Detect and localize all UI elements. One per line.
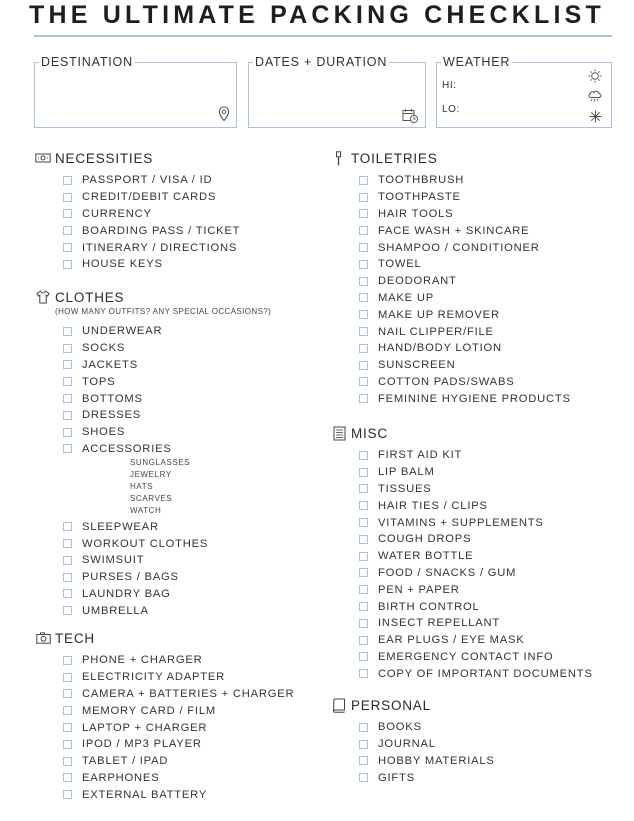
checkbox[interactable] <box>359 344 368 353</box>
section-misc <box>331 424 593 682</box>
checklist-item-label: WORKOUT CLOTHES <box>82 537 209 550</box>
checklist-item-label: HOUSE KEYS <box>82 258 163 271</box>
checklist-item-label: BOARDING PASS / TICKET <box>82 224 241 237</box>
checklist-item-label: BIRTH CONTROL <box>378 600 480 613</box>
checkbox[interactable] <box>359 773 368 782</box>
checklist-item <box>331 481 593 498</box>
section-title: MISC <box>351 425 388 441</box>
checkbox[interactable] <box>359 193 368 202</box>
checklist-item-label: FEMININE HYGIENE PRODUCTS <box>378 392 571 405</box>
checklist-item <box>331 172 571 189</box>
checkbox[interactable] <box>63 606 72 615</box>
checkbox[interactable] <box>63 589 72 598</box>
checklist-item-label: HOBBY MATERIALS <box>378 754 495 767</box>
checklist-item-label: HAND/BODY LOTION <box>378 342 502 355</box>
checklist-item-label: SLEEPWEAR <box>82 520 159 533</box>
checklist-item <box>331 497 593 514</box>
checklist-item-label: EARPHONES <box>82 771 160 784</box>
checkbox[interactable] <box>63 790 72 799</box>
checklist-item-label: TOWEL <box>378 258 422 271</box>
checkbox[interactable] <box>63 740 72 749</box>
checklist-item <box>331 598 593 615</box>
checklist-item-label: INSECT REPELLANT <box>378 617 501 630</box>
checklist-item <box>35 669 294 686</box>
checkbox[interactable] <box>63 723 72 732</box>
checklist-item-label: COPY OF IMPORTANT DOCUMENTS <box>378 667 593 680</box>
checklist-item <box>35 357 271 374</box>
checkbox[interactable] <box>63 260 72 269</box>
checkbox[interactable] <box>63 757 72 766</box>
checklist-item <box>35 256 240 273</box>
checklist-item-label: VITAMINS + SUPPLEMENTS <box>378 516 544 529</box>
checklist <box>331 719 495 786</box>
checklist-item-label: HAIR TIES / CLIPS <box>378 499 488 512</box>
checkbox[interactable] <box>63 428 72 437</box>
checkbox[interactable] <box>359 468 368 477</box>
checkbox[interactable] <box>63 539 72 548</box>
checkbox[interactable] <box>63 176 72 185</box>
checklist-item-label: EAR PLUGS / EYE MASK <box>378 634 525 647</box>
checkbox[interactable] <box>63 394 72 403</box>
checklist-item-label: GIFTS <box>378 771 415 784</box>
dates-duration-box[interactable] <box>248 55 426 128</box>
section-personal <box>331 696 495 786</box>
section-clothes <box>35 288 271 619</box>
checklist-item <box>331 222 571 239</box>
checklist-item-label: NAIL CLIPPER/FILE <box>378 325 494 338</box>
checklist-item <box>331 306 571 323</box>
accessory-subitem: HATS <box>130 482 154 492</box>
checklist-item <box>35 239 240 256</box>
section-necessities <box>35 149 240 273</box>
checkbox[interactable] <box>63 522 72 531</box>
checklist-item <box>331 323 571 340</box>
checklist-item <box>35 323 271 340</box>
checkbox[interactable] <box>63 193 72 202</box>
checklist-item-label: CAMERA + BATTERIES + CHARGER <box>82 687 295 700</box>
checklist-item <box>35 340 271 357</box>
checklist-item <box>331 189 571 206</box>
checkbox[interactable] <box>359 484 368 493</box>
sun-icon <box>588 69 602 83</box>
checkbox[interactable] <box>359 361 368 370</box>
checkbox[interactable] <box>359 310 368 319</box>
checkbox[interactable] <box>359 209 368 218</box>
checklist-item <box>35 189 240 206</box>
destination-label: DESTINATION <box>41 55 133 69</box>
checkbox[interactable] <box>359 652 368 661</box>
checklist-item-label: PASSPORT / VISA / ID <box>82 174 213 187</box>
checklist-item-label: UMBRELLA <box>82 604 149 617</box>
checklist-item <box>35 586 271 603</box>
accessory-subitem: SCARVES <box>130 494 173 504</box>
checkbox[interactable] <box>359 585 368 594</box>
checkbox[interactable] <box>63 689 72 698</box>
checklist-item-label: LAPTOP + CHARGER <box>82 721 208 734</box>
checkbox[interactable] <box>359 602 368 611</box>
rain-cloud-icon <box>587 89 603 103</box>
checklist-item-label: SOCKS <box>82 342 126 355</box>
checklist-item <box>35 206 240 223</box>
checkbox[interactable] <box>359 740 368 749</box>
checkbox[interactable] <box>359 619 368 628</box>
checklist-item <box>331 565 593 582</box>
checkbox[interactable] <box>63 243 72 252</box>
checkbox[interactable] <box>359 501 368 510</box>
checklist-item-label: SUNSCREEN <box>378 359 456 372</box>
checklist-item <box>35 753 294 770</box>
checklist-item-label: CURRENCY <box>82 207 152 220</box>
checklist-item <box>331 290 571 307</box>
checklist <box>331 447 593 682</box>
checkbox[interactable] <box>359 243 368 252</box>
checklist-item-label: PHONE + CHARGER <box>82 654 203 667</box>
checklist-item-label: JACKETS <box>82 358 138 371</box>
checklist-item-label: UNDERWEAR <box>82 325 163 338</box>
checkbox[interactable] <box>359 535 368 544</box>
toothbrush-icon <box>331 150 347 166</box>
checklist-item <box>331 665 593 682</box>
checkbox[interactable] <box>359 377 368 386</box>
checkbox[interactable] <box>359 260 368 269</box>
checklist-item-label: IPOD / MP3 PLAYER <box>82 738 202 751</box>
checkbox[interactable] <box>63 573 72 582</box>
checklist-item-label: ITINERARY / DIRECTIONS <box>82 241 238 254</box>
checklist-item-label: HAIR TOOLS <box>378 207 454 220</box>
checklist-item-label: FIRST AID KIT <box>378 449 463 462</box>
checklist-item <box>35 172 240 189</box>
checkbox[interactable] <box>63 209 72 218</box>
checklist-item-label: TISSUES <box>378 482 432 495</box>
checklist-item <box>35 535 271 552</box>
checklist-item-label: WATER BOTTLE <box>378 550 474 563</box>
checklist-item-label: ACCESSORIES <box>82 442 172 455</box>
section-title: CLOTHES <box>55 289 125 305</box>
checklist-item-label: MEMORY CARD / FILM <box>82 704 216 717</box>
checklist <box>331 172 571 407</box>
checklist-item <box>35 786 294 803</box>
checkbox[interactable] <box>63 673 72 682</box>
dates-duration-label: DATES + DURATION <box>255 55 388 69</box>
weather-lo-label: LO: <box>442 104 460 115</box>
checkbox[interactable] <box>359 568 368 577</box>
calendar-clock-icon <box>402 108 419 124</box>
checklist-item <box>331 514 593 531</box>
section-toiletries <box>331 149 571 407</box>
checklist-item <box>35 424 271 441</box>
checkbox[interactable] <box>359 394 368 403</box>
checkbox[interactable] <box>359 327 368 336</box>
checklist-item <box>331 632 593 649</box>
checkbox[interactable] <box>63 706 72 715</box>
checklist-item <box>331 548 593 565</box>
section-title: TECH <box>55 630 95 646</box>
weather-box[interactable] <box>436 55 612 128</box>
section-tech <box>35 629 294 803</box>
checklist-item <box>331 239 571 256</box>
checkbox[interactable] <box>359 518 368 527</box>
checklist-item <box>331 736 495 753</box>
checklist-item-label: LAUNDRY BAG <box>82 587 171 600</box>
checkbox[interactable] <box>359 293 368 302</box>
checklist-item-label: DEODORANT <box>378 275 457 288</box>
checkbox[interactable] <box>359 226 368 235</box>
checklist-item <box>331 390 571 407</box>
book-icon <box>331 697 347 713</box>
checklist-item <box>35 770 294 787</box>
checklist <box>35 652 294 803</box>
checklist-item <box>331 719 495 736</box>
checklist-item-label: ELECTRICITY ADAPTER <box>82 671 226 684</box>
checklist-item <box>35 390 271 407</box>
section-subtitle: (HOW MANY OUTFITS? ANY SPECIAL OCCASIONS?) <box>55 307 272 316</box>
checkbox[interactable] <box>63 360 72 369</box>
checklist-item-label: DRESSES <box>82 409 142 422</box>
checklist-item <box>35 719 294 736</box>
checklist-item-label: COTTON PADS/SWABS <box>378 375 515 388</box>
checklist-item-label: SWIMSUIT <box>82 554 145 567</box>
checkbox[interactable] <box>63 656 72 665</box>
checklist-item <box>331 273 571 290</box>
notepad-icon <box>331 425 347 441</box>
checkbox[interactable] <box>63 226 72 235</box>
checkbox[interactable] <box>63 444 72 453</box>
checkbox[interactable] <box>359 723 368 732</box>
checklist-item-label: BOOKS <box>378 721 422 734</box>
checklist-item-label: SHAMPOO / CONDITIONER <box>378 241 540 254</box>
checklist-item-label: SHOES <box>82 426 126 439</box>
title-divider <box>34 35 612 37</box>
checkbox[interactable] <box>359 176 368 185</box>
checklist-item-label: EMERGENCY CONTACT INFO <box>378 650 554 663</box>
checklist-item <box>331 753 495 770</box>
accessory-subitem: JEWELRY <box>130 470 172 480</box>
checklist-item-label: COUGH DROPS <box>378 533 472 546</box>
checklist-item <box>35 569 271 586</box>
checkbox[interactable] <box>63 327 72 336</box>
map-pin-icon <box>218 106 230 122</box>
checkbox[interactable] <box>359 756 368 765</box>
checkbox[interactable] <box>63 411 72 420</box>
checklist-item <box>35 602 271 619</box>
checklist-item <box>331 374 571 391</box>
checklist-item <box>331 357 571 374</box>
destination-box[interactable] <box>34 55 237 128</box>
section-title: TOILETRIES <box>351 150 438 166</box>
checklist-item-label: PEN + PAPER <box>378 583 460 596</box>
checklist-item <box>331 206 571 223</box>
checklist-item-label: BOTTOMS <box>82 392 143 405</box>
checklist-item-label: FACE WASH + SKINCARE <box>378 224 530 237</box>
page-title: THE ULTIMATE PACKING CHECKLIST <box>29 1 605 29</box>
checklist <box>35 518 271 619</box>
checklist <box>35 172 240 273</box>
checklist-item <box>35 686 294 703</box>
accessory-subitem: SUNGLASSES <box>130 458 191 468</box>
checklist-item-label: JOURNAL <box>378 738 436 751</box>
checkbox[interactable] <box>359 636 368 645</box>
checklist-item <box>331 649 593 666</box>
section-title: NECESSITIES <box>55 150 154 166</box>
checkbox[interactable] <box>63 773 72 782</box>
checklist-item-label: CREDIT/DEBIT CARDS <box>82 191 217 204</box>
checklist-item <box>331 340 571 357</box>
shirt-icon <box>35 289 51 305</box>
checklist-item-label: PURSES / BAGS <box>82 571 179 584</box>
camera-icon <box>35 630 51 646</box>
checkbox[interactable] <box>63 344 72 353</box>
checklist-item-label: TABLET / IPAD <box>82 755 169 768</box>
snowflake-icon <box>589 110 602 123</box>
checkbox[interactable] <box>359 669 368 678</box>
checkbox[interactable] <box>63 377 72 386</box>
checklist-item <box>35 373 271 390</box>
checklist-item <box>35 518 271 535</box>
checklist-item <box>35 736 294 753</box>
weather-label: WEATHER <box>443 55 511 69</box>
checklist <box>35 323 271 457</box>
checklist-item <box>35 552 271 569</box>
checklist-item <box>35 441 271 458</box>
checkbox[interactable] <box>63 556 72 565</box>
checklist-item <box>35 222 240 239</box>
checklist-item <box>35 702 294 719</box>
checklist-item <box>35 407 271 424</box>
checklist-item <box>331 581 593 598</box>
checklist-item-label: MAKE UP <box>378 291 434 304</box>
checklist-item <box>35 652 294 669</box>
checklist-item-label: LIP BALM <box>378 466 435 479</box>
accessory-subitem: WATCH <box>130 506 162 516</box>
checkbox[interactable] <box>359 277 368 286</box>
checkbox[interactable] <box>359 552 368 561</box>
checklist-item-label: FOOD / SNACKS / GUM <box>378 566 517 579</box>
checkbox[interactable] <box>359 451 368 460</box>
checklist-item <box>331 256 571 273</box>
checklist-item <box>331 447 593 464</box>
checklist-item <box>331 769 495 786</box>
cash-icon <box>35 150 51 166</box>
accessories-sublist <box>35 457 271 517</box>
checklist-item <box>331 464 593 481</box>
weather-hi-label: HI: <box>442 80 457 91</box>
checklist-item-label: TOPS <box>82 375 116 388</box>
checklist-item-label: TOOTHPASTE <box>378 191 461 204</box>
section-title: PERSONAL <box>351 697 431 713</box>
checklist-item-label: MAKE UP REMOVER <box>378 308 500 321</box>
checklist-item-label: EXTERNAL BATTERY <box>82 788 208 801</box>
checklist-item-label: TOOTHBRUSH <box>378 174 465 187</box>
checklist-item <box>331 531 593 548</box>
checklist-item <box>331 615 593 632</box>
